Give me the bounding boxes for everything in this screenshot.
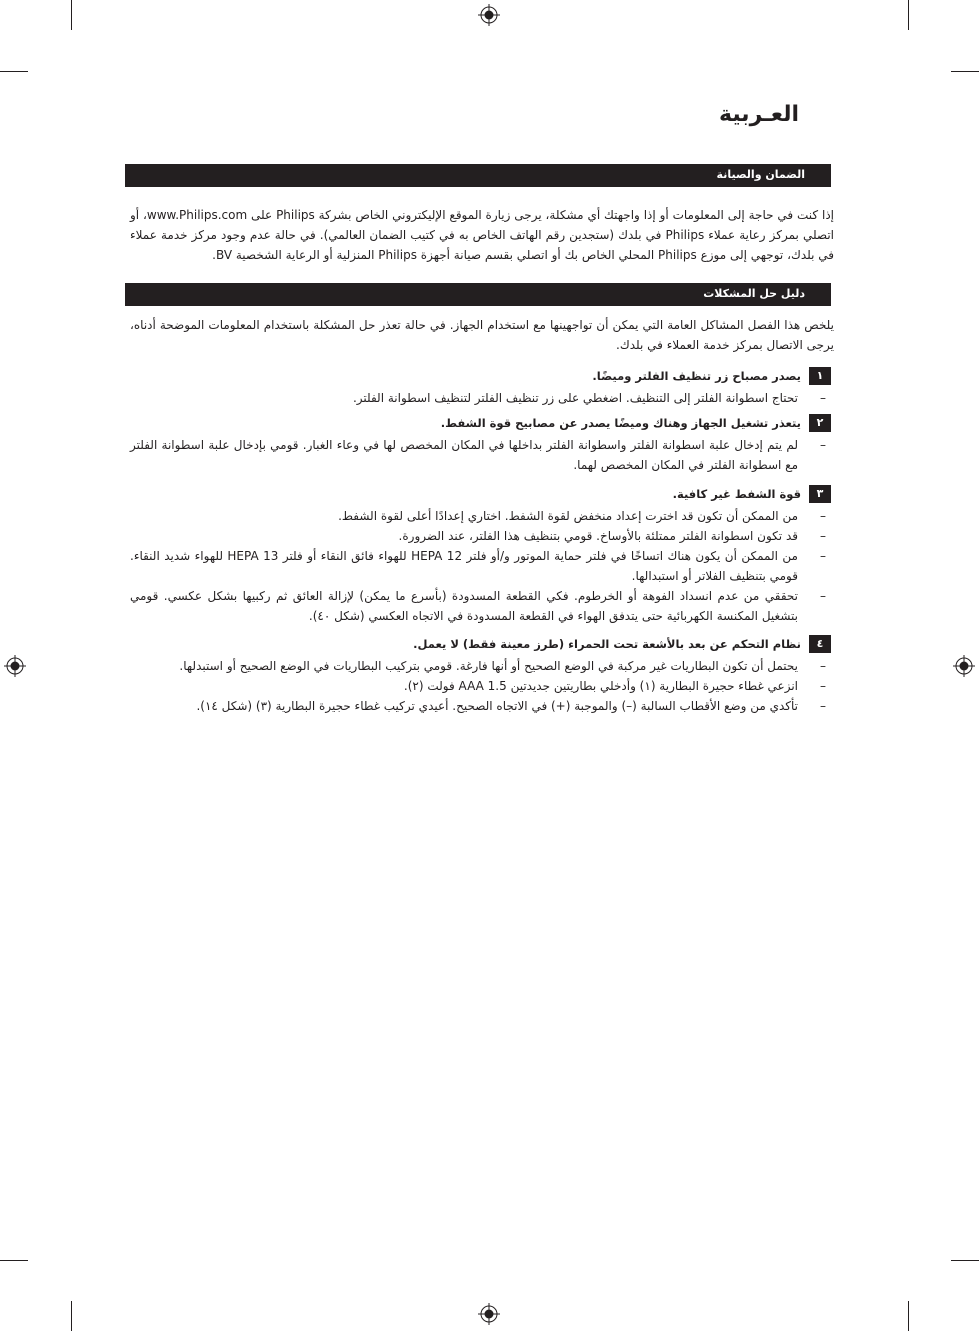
crop-mark bbox=[951, 1260, 979, 1261]
dash-marker: – bbox=[820, 589, 826, 603]
dash-marker: – bbox=[820, 391, 826, 405]
section-heading-troubleshooting: دليل حل المشكلات bbox=[125, 283, 831, 306]
list-item-text: تحتاج اسطوانة الفلتر إلى التنظيف. اضغطي على زر تنظيف الفلتر لتنظيف اسطوانة الفلتر. bbox=[352, 391, 798, 405]
list-item-text: من الممكن أن يكون هناك اتساخًا في فلتر حماية الموتور و/أو فلتر HEPA 12 للهواء فائق النقاء أو فلتر HEPA 13 للهواء شديد النقاء. قومي بتنظيف الفلاتر أو استبدالها. bbox=[130, 549, 798, 583]
dash-marker: – bbox=[820, 679, 826, 693]
problem-heading bbox=[130, 485, 831, 503]
crop-mark bbox=[951, 71, 979, 72]
list-item bbox=[130, 546, 831, 586]
solution-list bbox=[130, 656, 831, 716]
list-item-text: يحتمل أن تكون البطاريات غير مركبة في الوضع الصحيح أو أنها فارغة. قومي بتركيب البطاريات في الوضع الصحيح أو استبدلها. bbox=[179, 659, 798, 673]
problem-4 bbox=[130, 635, 831, 716]
registration-mark-icon bbox=[953, 655, 975, 677]
crop-mark bbox=[0, 71, 28, 72]
problem-heading bbox=[130, 414, 831, 432]
list-item bbox=[130, 435, 831, 475]
solution-list bbox=[130, 506, 831, 626]
page-title: العـربية bbox=[718, 102, 799, 127]
crop-mark bbox=[71, 1301, 72, 1331]
list-item bbox=[130, 586, 831, 626]
problem-3 bbox=[130, 485, 831, 626]
problem-number-badge: ٢ bbox=[809, 414, 831, 432]
problem-1 bbox=[130, 367, 831, 408]
dash-marker: – bbox=[820, 509, 826, 523]
crop-mark bbox=[0, 1260, 28, 1261]
warranty-paragraph: إذا كنت في حاجة إلى المعلومات أو إذا واجهتك أي مشكلة، يرجى زيارة الموقع الإليكتروني الخاص بشركة Philips على www.Philips.com، أو اتصلي بمركز رعاية عملاء Philips في بلدك (ستجدين رقم الهاتف الخاص به في كتيب الضمان العالمي). في حالة عدم وجود مركز خدمة عملاء في بلدك، توجهي إلى موزع Philips المحلي الخاص بك أو اتصلي بقسم صيانة أجهزة Philips المنزلية أو الرعاية الشخصية BV. bbox=[130, 208, 834, 262]
registration-mark-icon bbox=[4, 655, 26, 677]
registration-mark-icon bbox=[478, 4, 500, 26]
dash-marker: – bbox=[820, 549, 826, 563]
list-item bbox=[130, 526, 831, 546]
list-item bbox=[130, 656, 831, 676]
list-item-text: قد تكون اسطوانة الفلتر ممتلئة بالأوساخ. قومي بتنظيف هذا الفلتر، عند الضرورة. bbox=[398, 529, 798, 543]
problem-title: يصدر مصباح زر تنظيف الفلتر وميضًا. bbox=[592, 369, 801, 383]
dash-marker: – bbox=[820, 529, 826, 543]
registration-mark-icon bbox=[478, 1303, 500, 1325]
list-item-text: لم يتم إدخال علبة اسطوانة الفلتر واسطوانة الفلتر بداخلها في المكان المخصص لها في وعاء الغبار. قومي بإدخال علبة اسطوانة الفلتر مع اسطوانة الفلتر في المكان المخصص لهما. bbox=[130, 438, 798, 472]
section-heading-warranty: الضمان والصيانة bbox=[125, 164, 831, 187]
problem-title: نظام التحكم عن بعد بالأشعة تحت الحمراء (طرز معينة فقط) لا يعمل. bbox=[413, 637, 801, 651]
list-item bbox=[130, 676, 831, 696]
dash-marker: – bbox=[820, 699, 826, 713]
problem-number-badge: ٤ bbox=[809, 635, 831, 653]
solution-list bbox=[130, 388, 831, 408]
crop-mark bbox=[908, 0, 909, 30]
problem-number-badge: ٣ bbox=[809, 485, 831, 503]
list-item bbox=[130, 506, 831, 526]
problem-heading bbox=[130, 635, 831, 653]
dash-marker: – bbox=[820, 438, 826, 452]
problem-number-badge: ١ bbox=[809, 367, 831, 385]
problem-title: قوة الشفط غير كافية. bbox=[672, 487, 801, 501]
list-item bbox=[130, 388, 831, 408]
problem-title: يتعذر تشغيل الجهاز وهناك وميضًا يصدر عن مصابيح قوة الشفط. bbox=[440, 416, 801, 430]
solution-list bbox=[130, 435, 831, 475]
list-item-text: من الممكن أن تكون قد اخترت إعداد منخفض لقوة الشفط. اختاري إعدادًا أعلى لقوة الشفط. bbox=[338, 509, 798, 523]
problem-heading bbox=[130, 367, 831, 385]
list-item-text: تأكدي من وضع الأقطاب السالبة (–) والموجبة (+) في الاتجاه الصحيح. أعيدي تركيب غطاء حجيرة البطارية (٣) (شكل ١٤). bbox=[196, 699, 798, 713]
troubleshooting-intro: يلخص هذا الفصل المشاكل العامة التي يمكن أن تواجهينها مع استخدام الجهاز. في حالة تعذر حل المشكلة باستخدام المعلومات الموضحة أدناه، يرجى الاتصال بمركز خدمة العملاء في بلدك. bbox=[130, 318, 834, 352]
dash-marker: – bbox=[820, 659, 826, 673]
list-item bbox=[130, 696, 831, 716]
crop-mark bbox=[71, 0, 72, 30]
crop-mark bbox=[908, 1301, 909, 1331]
list-item-text: انزعي غطاء حجيرة البطارية (١) وأدخلي بطاريتين جديدتين AAA 1.5 فولت (٢). bbox=[403, 679, 798, 693]
problem-2 bbox=[130, 414, 831, 475]
list-item-text: تحققي من عدم انسداد الفوهة أو الخرطوم. فكي القطعة المسدودة (بأسرع ما يمكن) لإزالة العائق ثم ركبيها بشكل عكسي. قومي بتشغيل المكنسة الكهربائية حتى يتدفق الهواء في القطعة المسدودة في الاتجاه العكسي (شكل ٤٠). bbox=[130, 589, 798, 623]
